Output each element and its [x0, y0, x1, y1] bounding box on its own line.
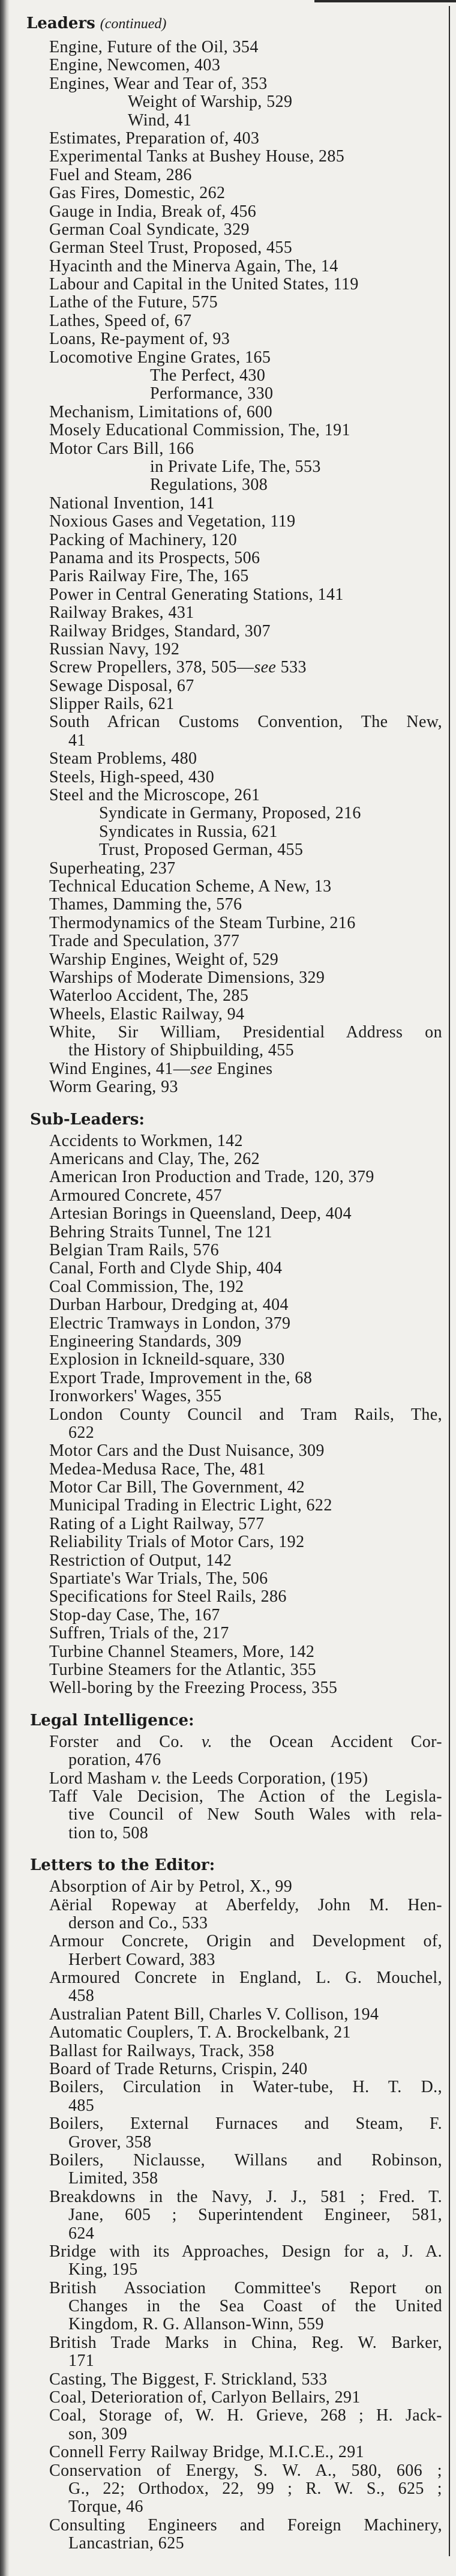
index-sub-entry [0, 841, 442, 859]
entry-line: Automatic Couplers, T. A. Brockelbank, 21 [49, 2023, 351, 2042]
index-entry [0, 1060, 442, 1078]
index-sub-entry [0, 823, 442, 841]
entry-line: Boilers, Niclausse, Willans and Robinson, [49, 2150, 442, 2170]
entry-line: Warships of Moderate Dimensions, 329 [49, 968, 325, 987]
entry-line: Lancastrian, 625 [68, 2534, 184, 2553]
entry-line: Engineering Standards, 309 [49, 1332, 242, 1351]
entry-line: Steels, High-speed, 430 [49, 767, 215, 786]
entry-line: Limited, 358 [68, 2169, 158, 2188]
index-entry [0, 2407, 442, 2443]
index-entry [0, 2060, 442, 2078]
entry-line [49, 659, 442, 677]
entry-line: Canal, Forth and Clyde Ship, 404 [49, 1259, 283, 1278]
index-entry [0, 932, 442, 950]
entry-line: Coal Commission, The, 192 [49, 1277, 244, 1296]
index-entry [0, 896, 442, 914]
entry-line: Armoured Concrete in England, L. G. Mouchel, [49, 1968, 442, 1988]
entry-line: German Coal Syndicate, 329 [49, 220, 250, 239]
entry-line: German Steel Trust, Proposed, 455 [49, 238, 293, 258]
entry-line: Artesian Borings in Queensland, Deep, 404 [49, 1204, 352, 1223]
entry-line: Casting, The Biggest, F. Strickland, 533 [49, 2369, 328, 2389]
index-sub-entry [0, 367, 442, 385]
index-entry [0, 1406, 442, 1443]
entry-line: the History of Shipbuilding, 455 [68, 1041, 295, 1060]
index-sub-entry [0, 804, 442, 822]
index-entry [0, 1387, 442, 1405]
index-sub-entry [0, 476, 442, 494]
index-entry [0, 1150, 442, 1168]
index-sub-entry [0, 458, 442, 476]
index-entry [0, 1788, 442, 1842]
index-section [0, 1108, 442, 1698]
index-entry [0, 1770, 442, 1788]
entry-line: Reliability Trials of Motor Cars, 192 [49, 1533, 305, 1552]
index-entry [0, 1661, 442, 1679]
entry-line: Accidents to Workmen, 142 [49, 1131, 243, 1150]
index-entry [0, 258, 442, 276]
entry-line: 622 [68, 1423, 95, 1442]
index-entry [0, 878, 442, 896]
index-entry [0, 750, 442, 768]
entry-line: Armour Concrete, Origin and Development of, [49, 1932, 442, 1951]
entry-line: Railway Brakes, 431 [49, 603, 194, 623]
index-entry [0, 221, 442, 239]
entry-line: Steel and the Microscope, 261 [49, 786, 260, 805]
index-entry [0, 75, 442, 93]
entry-line: Engine, Future of the Oil, 354 [49, 38, 259, 56]
entry-line [49, 1733, 442, 1751]
entry-line: Gas Fires, Domestic, 262 [49, 184, 226, 203]
section-heading [0, 12, 442, 35]
index-entry [0, 2279, 442, 2334]
index-sub-entry [0, 112, 442, 130]
entry-line: Grover, 358 [68, 2132, 152, 2152]
entry-line: Armoured Concrete, 457 [49, 1186, 222, 1205]
entry-line: Torque, 46 [68, 2497, 143, 2517]
index-section [0, 12, 442, 1097]
entry-line: Bridge with its Approaches, Design for a, J. A. [49, 2242, 442, 2261]
entry-line: Absorption of Air by Petrol, X., 99 [49, 1877, 293, 1896]
index-entry [0, 659, 442, 677]
index-entry [0, 2115, 442, 2152]
entry-line: in Private Life, The, 553 [150, 457, 321, 476]
section-heading [0, 1854, 442, 1877]
entry-line: British Trade Marks in China, Reg. W. Barker, [49, 2333, 442, 2352]
index-entry [0, 403, 442, 421]
entry-line: King, 195 [68, 2260, 138, 2279]
entry-line: Americans and Clay, The, 262 [49, 1150, 260, 1169]
entry-line [49, 1770, 442, 1788]
entry-line: Packing of Machinery, 120 [49, 530, 237, 549]
index-entry [0, 2443, 442, 2461]
entry-line: Specifications for Steel Rails, 286 [49, 1587, 287, 1606]
index-entry [0, 276, 442, 294]
index-entry [0, 312, 442, 330]
index-entry [0, 1168, 442, 1186]
index-entry [0, 1606, 442, 1624]
index-entry [0, 713, 442, 750]
index-entry [0, 203, 442, 221]
entry-line: Durban Harbour, Dredging at, 404 [49, 1296, 289, 1315]
entry-line: Wind, 41 [128, 110, 192, 130]
entry-text: Screw Propellers, 378, 505— [49, 658, 254, 677]
section-heading-text: Leaders [26, 14, 95, 32]
index-entry [0, 2042, 442, 2060]
entry-text: 533 [276, 658, 307, 677]
entry-line: 485 [68, 2096, 95, 2115]
entry-line: Jane, 605 ; Superintendent Engineer, 581, [68, 2206, 442, 2225]
index-entry [0, 2334, 442, 2371]
entry-italic-text: see [254, 658, 277, 677]
index-sub-entry [0, 93, 442, 111]
index-entry [0, 623, 442, 641]
entry-line: tion to, 508 [68, 1823, 149, 1842]
entry-line: poration, 476 [68, 1751, 161, 1770]
index-entry [0, 1479, 442, 1497]
entry-line: Suffren, Trials of the, 217 [49, 1624, 229, 1643]
entry-line: Coal, Deterioration of, Carlyon Bellairs, 291 [49, 2388, 361, 2407]
index-entry [0, 1296, 442, 1314]
entry-line: Experimental Tanks at Bushey House, 285 [49, 147, 345, 166]
index-entry [0, 1570, 442, 1588]
index-entry [0, 914, 442, 932]
entry-line: Stop-day Case, The, 167 [49, 1605, 220, 1624]
entry-line: Connell Ferry Railway Bridge, M.I.C.E., 291 [49, 2443, 365, 2462]
entry-line: 41 [68, 731, 86, 750]
entry-line: Thames, Damming the, 576 [49, 895, 242, 914]
entry-line: Weight of Warship, 529 [128, 92, 293, 112]
entry-line: Motor Cars Bill, 166 [49, 439, 194, 458]
index-entry [0, 1461, 442, 1479]
index-entry [0, 1588, 442, 1606]
entry-line: son, 309 [68, 2424, 128, 2443]
index-section [0, 1854, 442, 2553]
index-entry [0, 1896, 442, 1933]
index-entry [0, 1643, 442, 1661]
entry-line: Russian Navy, 192 [49, 639, 180, 659]
index-entry [0, 184, 442, 202]
entry-line: Slipper Rails, 621 [49, 695, 175, 714]
index-entry [0, 677, 442, 695]
entry-line: Trade and Speculation, 377 [49, 932, 240, 951]
entry-line: Restriction of Output, 142 [49, 1551, 232, 1570]
index-entry [0, 2462, 442, 2517]
entry-line: Breakdowns in the Navy, J. J., 581 ; Fred. T. [49, 2187, 442, 2206]
entry-line: Fuel and Steam, 286 [49, 165, 192, 184]
index-entry [0, 1078, 442, 1096]
entry-line: Engines, Wear and Tear of, 353 [49, 74, 268, 93]
index-entry [0, 951, 442, 969]
index-entry [0, 969, 442, 987]
entry-line: Lathe of the Future, 575 [49, 293, 218, 312]
entry-line: G., 22; Orthodox, 22, 99 ; R. W. S., 625 ; [68, 2479, 442, 2498]
index-entry [0, 1024, 442, 1060]
section-heading [0, 1108, 442, 1131]
entry-line: Hyacinth and the Minerva Again, The, 14 [49, 256, 338, 276]
entry-line: Boilers, Circulation in Water-tube, H. T. D., [49, 2078, 442, 2097]
index-entry [0, 1006, 442, 1024]
entry-text: Lord Masham [49, 1769, 151, 1788]
index-entry [0, 1442, 442, 1460]
entry-line: The Perfect, 430 [150, 366, 266, 385]
index-entry [0, 2243, 442, 2279]
entry-line: Loans, Re-payment of, 93 [49, 330, 230, 349]
index-entry [0, 641, 442, 659]
entry-line: Herbert Coward, 383 [68, 1950, 215, 1969]
entry-line: Paris Railway Fire, The, 165 [49, 567, 249, 586]
index-sub-entry [0, 385, 442, 403]
section-heading [0, 1709, 442, 1732]
index-entry [0, 1223, 442, 1241]
entry-line: South African Customs Convention, The New, [49, 713, 442, 732]
index-entry [0, 1259, 442, 1277]
index-entry [0, 1679, 442, 1697]
entry-line: Warship Engines, Weight of, 529 [49, 950, 279, 969]
entry-line: Thermodynamics of the Steam Turbine, 216 [49, 913, 356, 932]
entry-italic-text: v. [151, 1769, 162, 1788]
entry-line: Performance, 330 [150, 384, 274, 403]
entry-line: 458 [68, 1986, 95, 2006]
index-entry [0, 1333, 442, 1351]
entry-line: Trust, Proposed German, 455 [99, 840, 304, 860]
section-heading-note: (continued) [100, 16, 167, 32]
index-entry [0, 2371, 442, 2389]
entry-line: Lathes, Speed of, 67 [49, 311, 192, 330]
entry-line: Estimates, Preparation of, 403 [49, 128, 260, 148]
index-entry [0, 1205, 442, 1223]
index-entry [0, 440, 442, 458]
index-entry [0, 2078, 442, 2115]
section-heading-text: Letters to the Editor: [30, 1856, 215, 1875]
entry-line: Aërial Ropeway at Aberfeldy, John M. Hen- [49, 1895, 442, 1914]
index-entry [0, 987, 442, 1005]
entry-line: Mechanism, Limitations of, 600 [49, 402, 273, 421]
entry-line: Turbine Channel Steamers, More, 142 [49, 1642, 315, 1661]
index-entry [0, 1278, 442, 1296]
entry-line: Well-boring by the Freezing Process, 355 [49, 1679, 338, 1698]
index-entry [0, 1969, 442, 2006]
index-entry [0, 1187, 442, 1205]
entry-line: Spartiate's War Trials, The, 506 [49, 1569, 268, 1588]
entry-line: Taff Vale Decision, The Action of the Legisla- [49, 1787, 442, 1806]
index-entry [0, 349, 442, 367]
entry-line: Locomotive Engine Grates, 165 [49, 348, 271, 367]
index-entry [0, 38, 442, 56]
entry-line: Consulting Engineers and Foreign Machinery, [49, 2515, 442, 2535]
entry-line: Sewage Disposal, 67 [49, 676, 194, 695]
entry-line: Mosely Educational Commission, The, 191 [49, 421, 350, 440]
entry-line: Noxious Gases and Vegetation, 119 [49, 512, 296, 531]
index-entry [0, 2024, 442, 2042]
entry-line: Superheating, 237 [49, 858, 176, 878]
entry-line: White, Sir William, Presidential Address on [49, 1023, 442, 1042]
index-entry [0, 860, 442, 878]
entry-line: tive Council of New South Wales with rela- [68, 1805, 442, 1824]
index-entry [0, 1878, 442, 1896]
entry-line: Railway Bridges, Standard, 307 [49, 621, 271, 641]
entry-line: derson and Co., 533 [68, 1913, 208, 1932]
index-entry [0, 1515, 442, 1533]
entry-line: Motor Cars and the Dust Nuisance, 309 [49, 1441, 325, 1461]
entry-line: Engine, Newcomen, 403 [49, 56, 221, 75]
index-entry [0, 294, 442, 312]
entry-line: Behring Straits Tunnel, Tne 121 [49, 1222, 273, 1241]
index-entry [0, 531, 442, 549]
entry-italic-text: v. [201, 1732, 213, 1751]
index-entry [0, 1624, 442, 1642]
entry-text: the Leeds Corporation, (195) [161, 1769, 368, 1788]
entry-line: National Invention, 141 [49, 493, 215, 513]
top-rule [314, 0, 456, 2]
entry-text: Wind Engines, 41— [49, 1059, 191, 1078]
entry-line: Electric Tramways in London, 379 [49, 1314, 291, 1333]
entry-line: Australian Patent Bill, Charles V. Collison, 194 [49, 2004, 379, 2024]
entry-text: Engines [212, 1059, 273, 1078]
index-entry [0, 695, 442, 713]
entry-line: Power in Central Generating Stations, 141 [49, 585, 344, 604]
entry-line [49, 1060, 442, 1078]
index-entry [0, 2389, 442, 2407]
entry-line: Municipal Trading in Electric Light, 622 [49, 1496, 332, 1515]
index-entry [0, 1932, 442, 1969]
index-entry [0, 1552, 442, 1570]
entry-italic-text: see [190, 1059, 213, 1078]
column-rule [449, 6, 450, 2556]
entry-line: Waterloo Accident, The, 285 [49, 986, 249, 1006]
entry-line: Labour and Capital in the United States, 119 [49, 275, 359, 294]
index-entry [0, 2006, 442, 2024]
index-entry [0, 1241, 442, 1259]
entry-line: Technical Education Scheme, A New, 13 [49, 876, 332, 896]
index-entry [0, 1132, 442, 1150]
entry-line: Changes in the Sea Coast of the United [68, 2297, 442, 2316]
index-entry [0, 495, 442, 513]
index-entry [0, 604, 442, 622]
index-entry [0, 166, 442, 184]
entry-line: London County Council and Tram Rails, The, [49, 1405, 442, 1424]
index-entry [0, 2152, 442, 2188]
entry-line: Turbine Steamers for the Atlantic, 355 [49, 1660, 316, 1679]
entry-line: British Association Committee's Report on [49, 2278, 442, 2297]
index-entry [0, 768, 442, 786]
index-entry [0, 549, 442, 567]
index-entry [0, 148, 442, 166]
entry-text: Forster and Co. [49, 1732, 202, 1751]
entry-line: Steam Problems, 480 [49, 749, 197, 768]
entry-line: Boilers, External Furnaces and Steam, F. [49, 2114, 442, 2134]
index-entry [0, 1315, 442, 1333]
index-entry [0, 130, 442, 148]
index-entry [0, 239, 442, 257]
entry-line: Motor Car Bill, The Government, 42 [49, 1478, 305, 1497]
index-entry [0, 56, 442, 74]
index-entry [0, 330, 442, 348]
index-entry [0, 421, 442, 439]
index-entry [0, 1497, 442, 1515]
index-entry [0, 786, 442, 804]
index-section [0, 1709, 442, 1842]
index-column [0, 12, 442, 2553]
index-entry [0, 567, 442, 585]
index-entry [0, 1733, 442, 1770]
index-entry [0, 513, 442, 531]
entry-line: Panama and its Prospects, 506 [49, 548, 260, 567]
entry-line: Board of Trade Returns, Crispin, 240 [49, 2060, 308, 2079]
entry-line: 171 [68, 2351, 95, 2371]
entry-line: Syndicates in Russia, 621 [99, 822, 278, 841]
entry-line: Regulations, 308 [150, 475, 268, 495]
entry-text: the Ocean Accident Cor- [212, 1732, 443, 1751]
index-entry [0, 2517, 442, 2553]
entry-line: Kingdom, R. G. Allanson-Winn, 559 [68, 2315, 324, 2334]
entry-line: Medea-Medusa Race, The, 481 [49, 1459, 266, 1479]
entry-line: Ballast for Railways, Track, 358 [49, 2041, 275, 2060]
section-heading-text: Sub-Leaders: [30, 1110, 145, 1129]
index-entry [0, 1369, 442, 1387]
section-heading-text: Legal Intelligence: [30, 1711, 194, 1730]
entry-line: American Iron Production and Trade, 120, 379 [49, 1168, 374, 1187]
entry-line: Export Trade, Improvement in the, 68 [49, 1368, 313, 1387]
entry-line: Syndicate in Germany, Proposed, 216 [99, 804, 361, 823]
entry-line: Explosion in Ickneild-square, 330 [49, 1350, 285, 1369]
entry-line: Belgian Tram Rails, 576 [49, 1241, 219, 1259]
entry-line: Worm Gearing, 93 [49, 1078, 178, 1097]
entry-line: 624 [68, 2224, 95, 2243]
index-entry [0, 2188, 442, 2243]
entry-line: Gauge in India, Break of, 456 [49, 202, 257, 221]
entry-line: Ironworkers' Wages, 355 [49, 1387, 222, 1406]
entry-line: Conservation of Energy, S. W. A., 580, 606 ; [49, 2461, 442, 2480]
index-entry [0, 1533, 442, 1551]
entry-line: Coal, Storage of, W. H. Grieve, 268 ; H. Jack- [49, 2406, 442, 2425]
entry-line: Rating of a Light Railway, 577 [49, 1514, 265, 1533]
entry-line: Wheels, Elastic Railway, 94 [49, 1004, 245, 1024]
index-entry [0, 586, 442, 604]
index-entry [0, 1351, 442, 1369]
